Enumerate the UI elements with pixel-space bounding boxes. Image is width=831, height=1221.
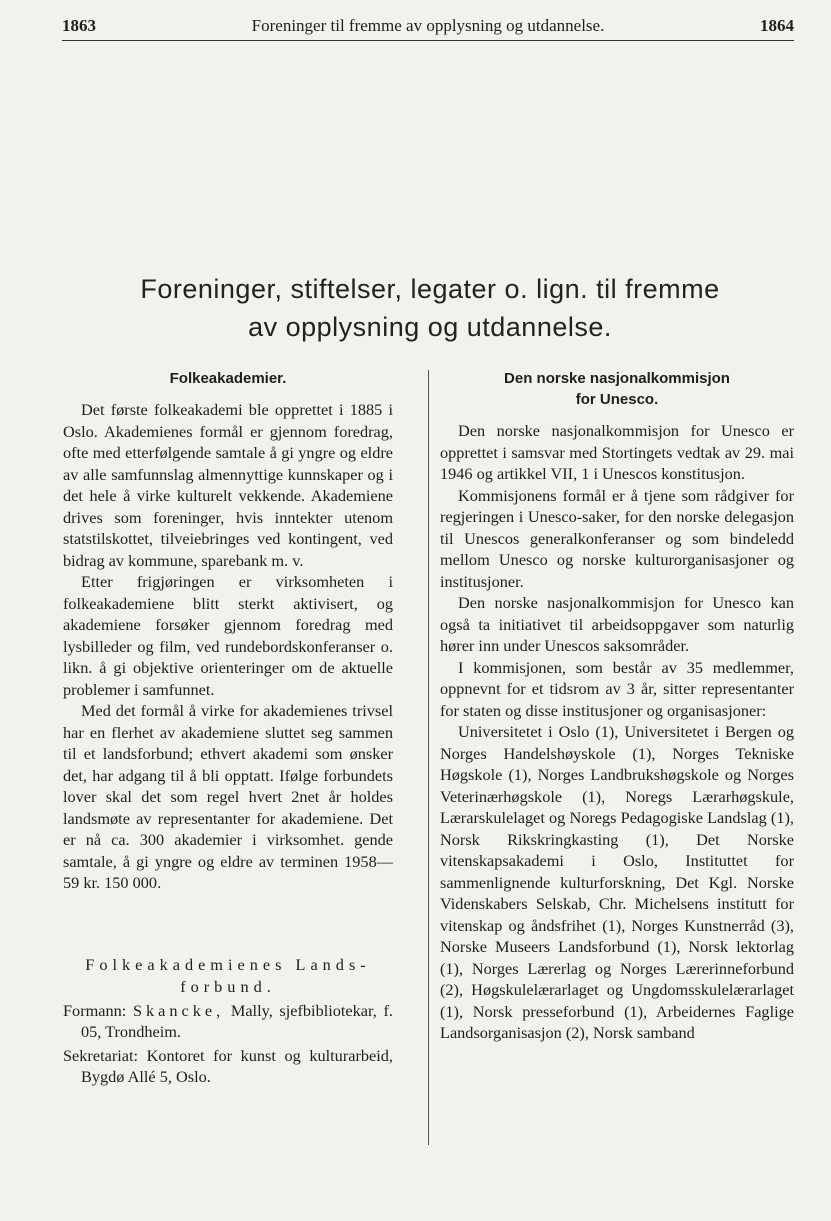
formann-label: Formann: [63,1000,127,1020]
running-title: Foreninger til fremme av opplysning og utdannelse. [251,16,605,35]
right-page-number: 1864 [760,16,794,35]
running-header [62,14,794,38]
header-rule [62,40,794,41]
left-column [63,368,393,1088]
unesco-heading-line2: for Unesco. [575,391,659,408]
org-name-line2: forbund. [180,976,276,996]
left-paragraph-1: Det første folkeakademi ble opprettet i 1885 i Oslo. Akademienes formål er gjennom foredrag, ofte med etterfølgende samtale å gi yngre og eldre av alle samfunnslag almennyttige kunnskaper og i det hele å virke kulturelt vekkende. Akademiene drives som foreninger, hvis inntekter utenom statstilskottet, tilveiebringes ved kontingent, ved bidrag av kommune, sparebank m. v. [63,400,393,570]
right-paragraph-4: I kommisjonen, som består av 35 medlemmer, oppnevnt for et tidsrom av 3 år, sitter representanter for staten og disse institusjoner og organisasjoner: [440,657,794,720]
right-paragraph-1: Den norske nasjonalkommisjon for Unesco er opprettet i samsvar med Stortingets vedtak av 29. mai 1946 og artikkel VII, 1 i Unescos konstitusjon. [440,421,794,483]
column-divider [428,370,429,1145]
main-title-line2: av opplysning og utdannelse. [248,312,612,342]
main-title [40,270,820,346]
unesco-heading [440,368,794,410]
left-paragraph-3: Med det formål å virke for akademienes trivsel har en flerhet av akademiene sluttet seg sammen til et landsforbund; ethvert akademi som ønsker det, har adgang til å bli opptatt. Ifølge forbundets lover skal det som regel hvert 2net år holdes landsmøte av representanter for akademiene. Det er nå ca. 300 akademier i virksomhet. gende samtale, å gi yngre og eldre av terminen 1958—59 kr. 150 000. [63,701,393,892]
org-name-line1: Folkeakademienes Lands- [85,954,371,974]
right-column [440,368,794,1044]
org-name [63,954,393,998]
left-page-number: 1863 [62,16,96,35]
formann-details: Mally, sjefbibliotekar, f. 05, Trondheim. [81,1000,394,1041]
right-paragraph-2: Kommisjonens formål er å tjene som rådgiver for regjeringen i Unesco-saker, for den norske delegasjon til Unescos generalkonferanser og som bindeledd mellom Unesco og norske kulturorganisasjoner og institusjoner. [440,485,794,591]
sekretariat-entry: Sekretariat: Kontoret for kunst og kulturarbeid, Bygdø Allé 5, Oslo. [63,1045,393,1086]
main-title-line1: Foreninger, stiftelser, legater o. lign. til fremme [140,274,720,304]
formann-name: Skancke, [132,1000,225,1020]
right-paragraph-3: Den norske nasjonalkommisjon for Unesco kan også ta initiativet til arbeidsoppgaver som naturlig hører inn under Unescos saksområder. [440,593,794,655]
right-paragraph-5: Universitetet i Oslo (1), Universitetet i Bergen og Norges Handelshøyskole (1), Norges Tekniske Høgskole (1), Norges Landbrukshøgskole og Norges Veterinærhøgskole (1), Noregs Lærarhøgskule, Lærarskulelaget og Noregs Pedagogiske Landslag (1), Norsk Rikskringkasting (1), Det Norske vitenskapsakademi i Oslo, Instituttet for sammenlignende kulturforskning, Det Kgl. Norske Videnskabers Selskab, Chr. Michelsens institutt for vitenskap og åndsfrihet (1), Norges Kunstnerråd (3), Norske Museers Landsforbund (1), Norsk lektorlag (1), Norges Lærerlag og Norges Lærerinneforbund (2), Høgskulelærarlaget og Ungdomsskulelærarlaget (1), Norsk presseforbund (1), Arbeidernes Faglige Landsorganisasjon (2), Norsk samband [440,722,794,1042]
formann-entry [63,1000,393,1043]
folkeakademier-heading: Folkeakademier. [169,370,287,387]
unesco-heading-line1: Den norske nasjonalkommisjon [504,370,730,387]
left-paragraph-2: Etter frigjøringen er virksomheten i folkeakademiene blitt sterkt aktivisert, og akademiene forsøker gjennom foredrag med lysbilleder og film, ved rundebordskonferanser o. likn. å gi objektive orienteringer om de aktuelle problemer i samfunnet. [63,572,393,699]
